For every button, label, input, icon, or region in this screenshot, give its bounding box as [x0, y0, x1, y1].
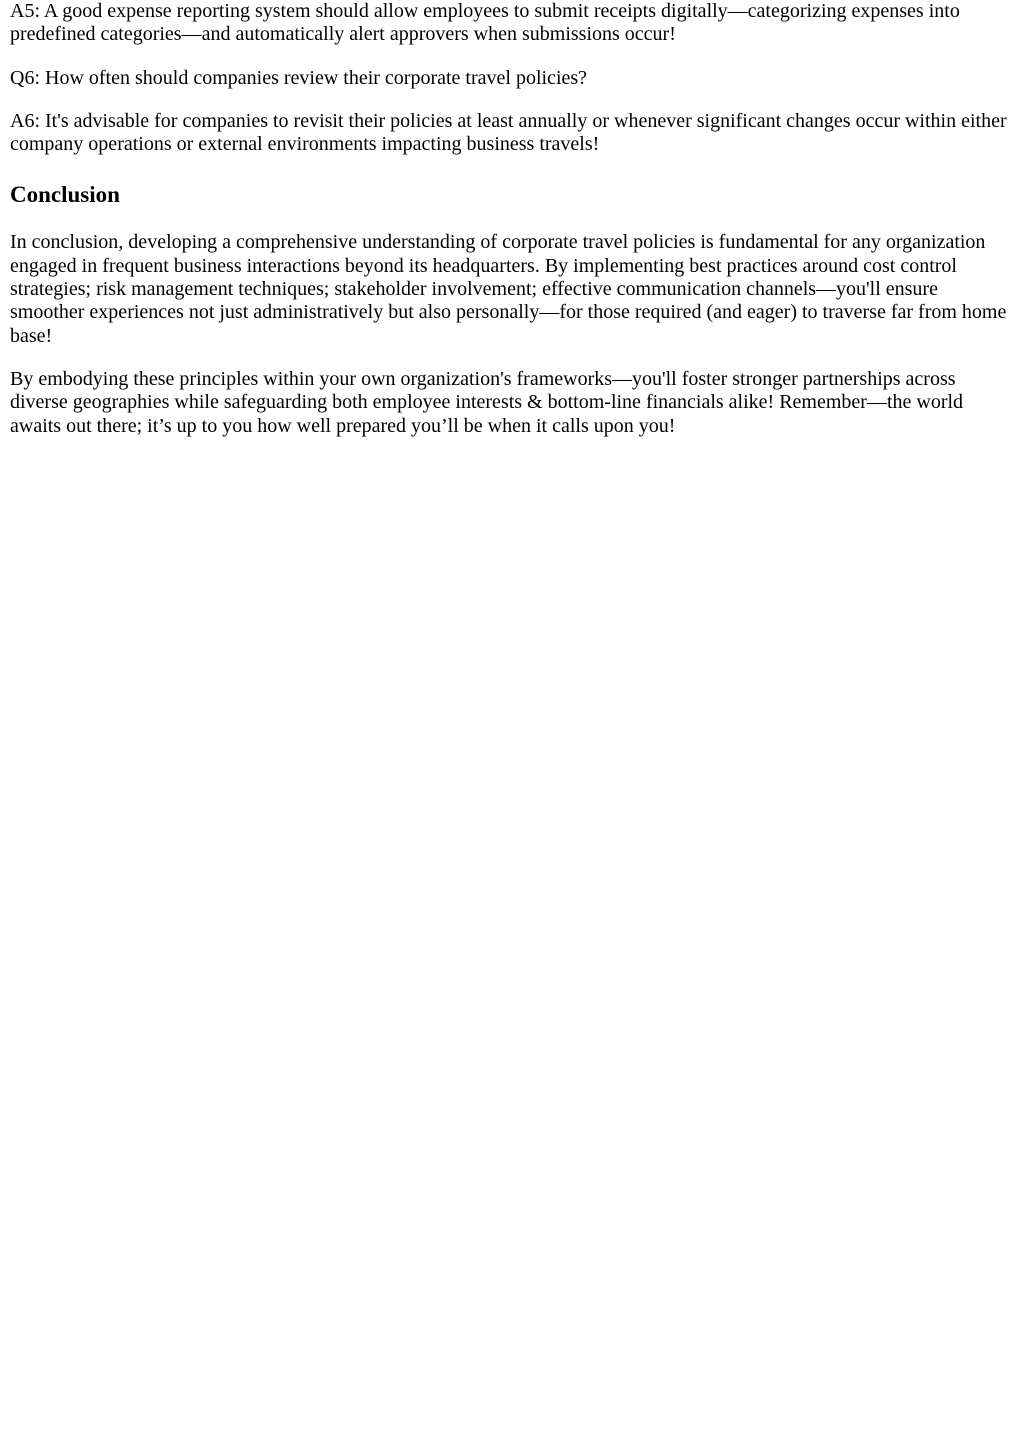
conclusion-paragraph-1: In conclusion, developing a comprehensive understanding of corporate travel policies is fundamental for any organization engaged in frequent business interactions beyond its headquarters. By implementing best practices around cost control strategies; risk management techniques; stakeholder involvement; effective communication channels—you'll ensure smoother experiences not just administratively but also personally—for those required (and eager) to traverse far from home base!	[10, 231, 1007, 347]
conclusion-paragraph-2: By embodying these principles within your own organization's frameworks—you'll foster stronger partnerships across diverse geographies while safeguarding both employee interests & bottom-line financials alike! Remember—the world awaits out there; it’s up to you how well prepared you’ll be when it calls upon you!	[10, 367, 964, 437]
document-body	[10, 0, 1014, 438]
faq-answer-5: A5: A good expense reporting system should allow employees to submit receipts digitally—categorizing expenses into predefined categories—and automatically alert approvers when submissions occur!	[10, 0, 960, 46]
faq-answer-6: A6: It's advisable for companies to revisit their policies at least annually or whenever significant changes occur within either company operations or external environments impacting business travels!	[10, 109, 1007, 156]
conclusion-heading: Conclusion	[10, 182, 120, 208]
faq-question-6: Q6: How often should companies review their corporate travel policies?	[10, 66, 588, 89]
